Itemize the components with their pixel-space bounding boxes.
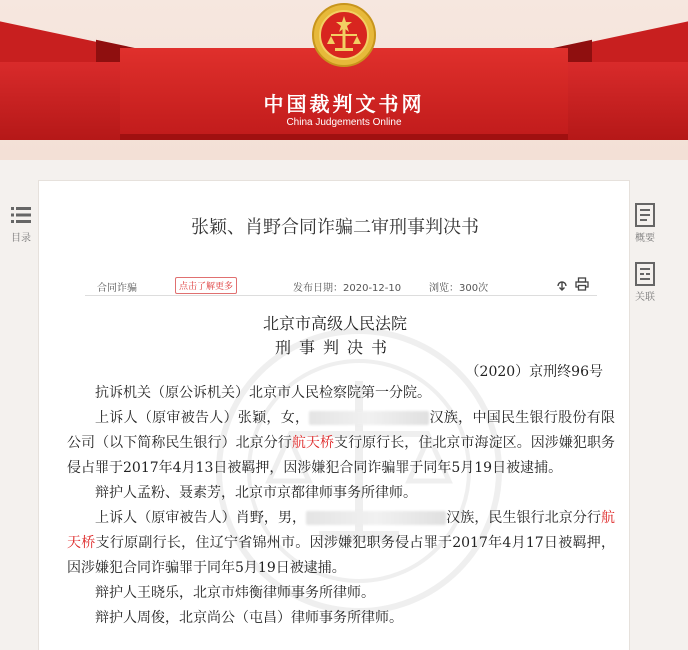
print-icon[interactable] xyxy=(575,277,589,291)
document-icon xyxy=(634,203,656,227)
view-count: 浏览：300次 xyxy=(429,283,489,294)
related-label: 关联 xyxy=(635,292,655,303)
appellant-1-intro: 上诉人（原审被告人）张颖，女， xyxy=(95,410,310,426)
highlight-term[interactable]: 航天桥 xyxy=(67,510,616,551)
appellant-1-employer: 汉族，中国民生银行股份有限公司（以下简称民生银行）北京分行 xyxy=(67,410,616,451)
redacted-text xyxy=(306,511,446,525)
related-button[interactable] xyxy=(628,262,662,303)
highlight-term[interactable]: 航天桥 xyxy=(291,435,335,451)
paragraph-defender-3: 辩护人周俊，北京尚公（屯昌）律师事务所律师。 xyxy=(95,610,403,626)
appellant-2-intro: 上诉人（原审被告人）肖野，男， xyxy=(95,510,307,526)
document-type: 刑事判决书 xyxy=(274,338,395,357)
learn-more-badge[interactable]: 点击了解更多 xyxy=(175,277,237,294)
document-body xyxy=(67,381,615,631)
paragraph-appellant-1 xyxy=(67,406,615,481)
site-subtitle: China Judgements Online xyxy=(286,117,402,128)
toc-label: 目录 xyxy=(11,233,31,244)
download-icon[interactable] xyxy=(555,277,569,291)
paragraph-prosecutor: 抗诉机关（原公诉机关）北京市人民检察院第一分院。 xyxy=(95,385,431,401)
appellant-2-detail: 支行原副行长，住辽宁省锦州市。因涉嫌犯职务侵占罪于2017年4月17日被羁押，因涉嫌犯合同诈骗罪于同年5月19日被逮捕。 xyxy=(67,535,616,576)
paragraph-defender-1: 辩护人孟粉、聂素芳，北京市京都律师事务所律师。 xyxy=(95,485,417,501)
paragraph-defender-2: 辩护人王晓乐，北京市炜衡律师事务所律师。 xyxy=(95,585,375,601)
publish-date: 发布日期：2020-12-10 xyxy=(293,283,402,294)
summary-label: 概要 xyxy=(635,233,655,244)
meta-divider xyxy=(85,295,597,296)
redacted-text xyxy=(309,411,429,425)
summary-button[interactable] xyxy=(628,203,662,244)
toc-button[interactable] xyxy=(6,203,36,244)
document-meta-bar xyxy=(85,273,595,297)
court-emblem-icon xyxy=(311,2,377,68)
case-number: （2020）京刑终96号 xyxy=(465,364,603,380)
appellant-2-employer: 汉族，民生银行北京分行 xyxy=(446,510,602,526)
site-banner xyxy=(0,0,688,160)
paragraph-appellant-2 xyxy=(67,506,615,581)
site-title[interactable]: 中国裁判文书网 xyxy=(263,92,425,116)
court-name: 北京市高级人民法院 xyxy=(262,314,407,333)
related-doc-icon xyxy=(634,262,656,286)
appellant-1-detail: 支行原行长，住北京市海淀区。因涉嫌犯职务侵占罪于2017年4月13日被羁押，因涉嫌犯合同诈骗罪于同年5月19日被逮捕。 xyxy=(67,435,616,476)
list-icon xyxy=(9,203,33,227)
case-type: 合同诈骗 xyxy=(97,283,137,294)
document-title: 张颖、肖野合同诈骗二审刑事判决书 xyxy=(191,217,479,238)
judgment-document xyxy=(38,180,630,650)
